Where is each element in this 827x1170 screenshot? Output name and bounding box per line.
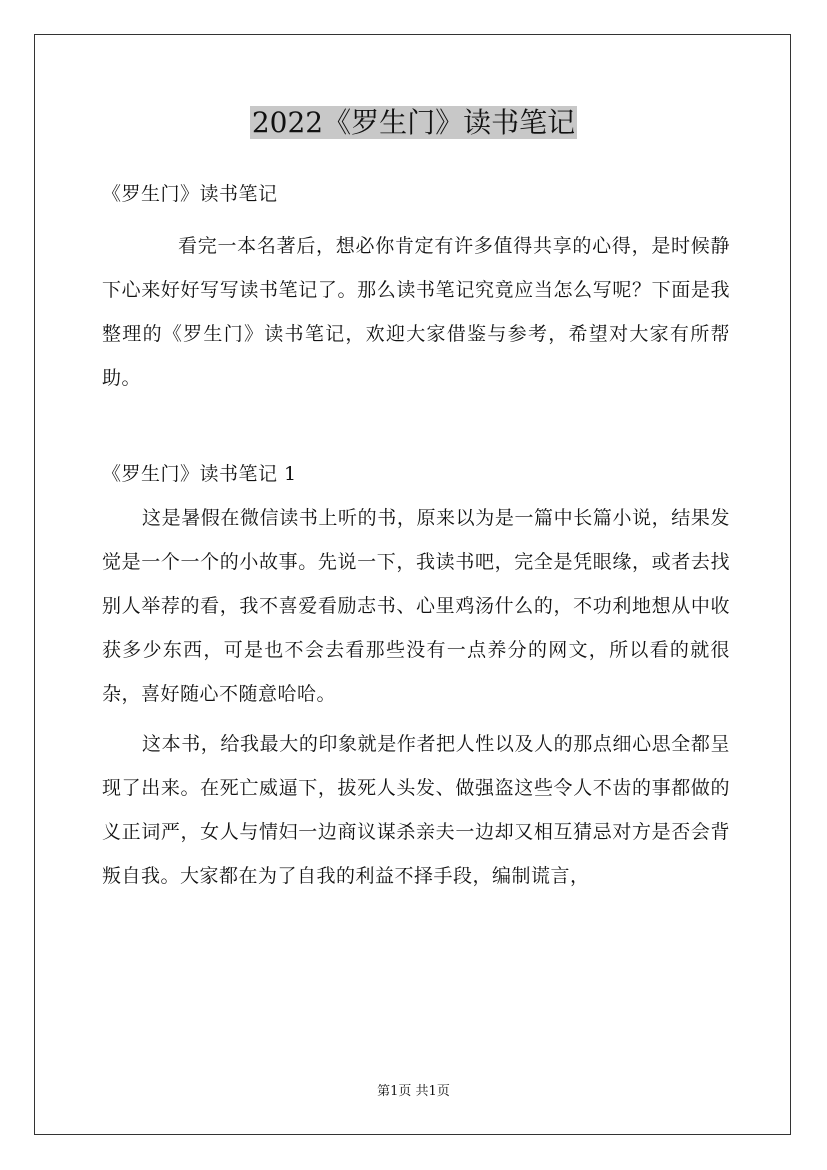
document-subtitle: 《罗生门》读书笔记 [102, 183, 278, 205]
spacer [102, 400, 730, 452]
body-paragraph-2: 这本书，给我最大的印象就是作者把人性以及人的那点细心思全都呈现了出来。在死亡威逼下，拔死人头发、做强盗这些令人不齿的事都做的义正词严，女人与情妇一边商议谋杀亲夫一边却又相互猜忌对方是否会背叛自我。大家都在为了自我的利益不择手段，编制谎言， [102, 733, 730, 887]
section-heading: 《罗生门》读书笔记 1 [102, 463, 297, 485]
spacer [102, 216, 730, 224]
page-number: 第1页 共1页 [377, 1084, 450, 1099]
document-title [0, 102, 827, 144]
intro-paragraph: 看完一本名著后，想必你肯定有许多值得共享的心得，是时候静下心来好好写写读书笔记了。那么读书笔记究竟应当怎么写呢？下面是我整理的《罗生门》读书笔记，欢迎大家借鉴与参考，希望对大家有所帮助。 [102, 235, 730, 389]
document-body [102, 172, 730, 898]
document-title-text: 2022《罗生门》读书笔记 [251, 106, 576, 139]
page-footer [0, 1083, 827, 1101]
body-paragraph-1: 这是暑假在微信读书上听的书，原来以为是一篇中长篇小说，结果发觉是一个一个的小故事。先说一下，我读书吧，完全是凭眼缘，或者去找别人举荐的看，我不喜爱看励志书、心里鸡汤什么的，不功利地想从中收获多少东西，可是也不会去看那些没有一点养分的网文，所以看的就很杂，喜好随心不随意哈哈。 [102, 507, 730, 705]
